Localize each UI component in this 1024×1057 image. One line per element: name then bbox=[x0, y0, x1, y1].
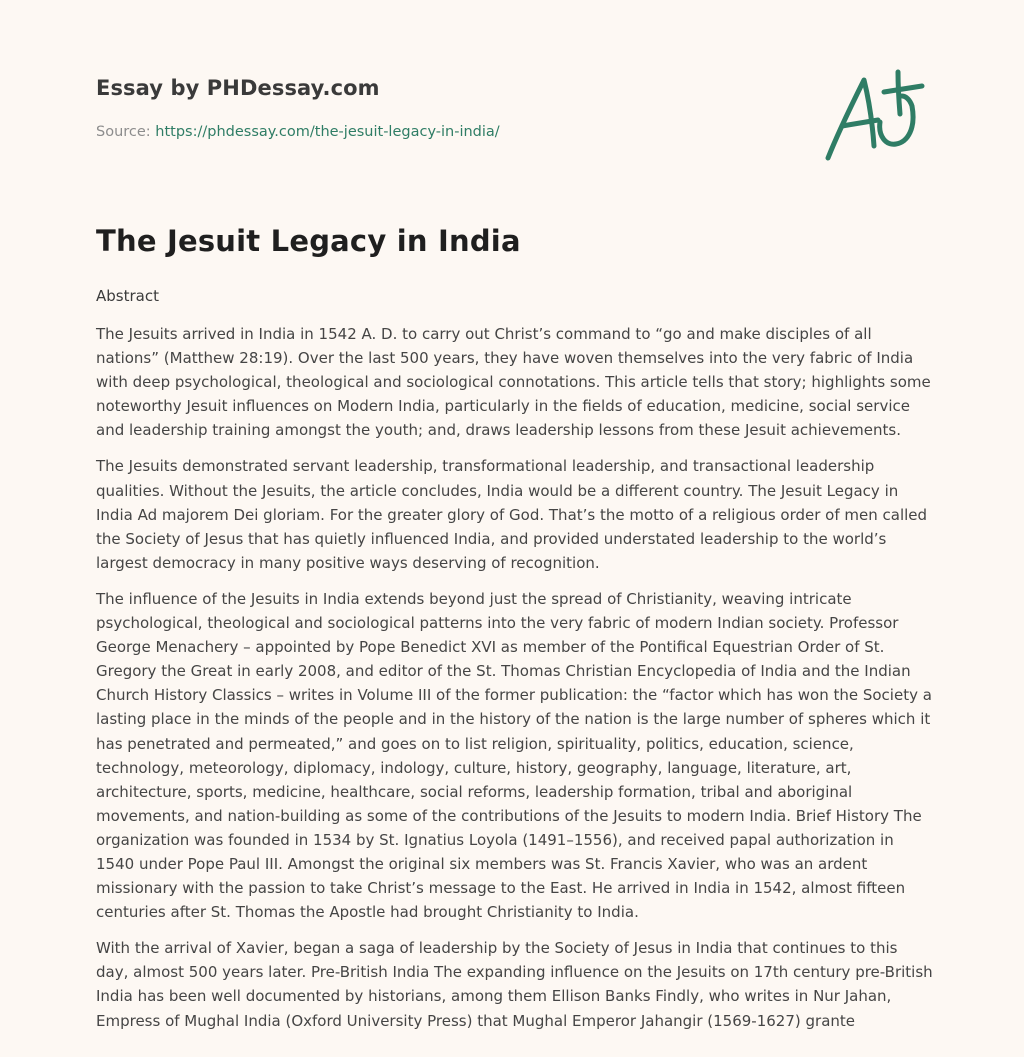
source-link[interactable]: https://phdessay.com/the-jesuit-legacy-in-india/ bbox=[155, 124, 500, 140]
essay-paragraph: The Jesuits arrived in India in 1542 A. D. to carry out Christ’s command to “go and make disciples of all nations” (Matthew 28:19). Over the last 500 years, they have woven themselves into the very fabric of India with deep psychological, theological and sociological connotations. This article tells that story; highlights some noteworthy Jesuit influences on Modern India, particularly in the fields of education, medicine, social service and leadership training amongst the youth; and, draws leadership lessons from these Jesuit achievements. bbox=[96, 325, 931, 440]
essay-paragraph: The influence of the Jesuits in India extends beyond just the spread of Christianity, weaving intricate psychological, theological and sociological patterns into the very fabric of modern Indian society. Professor George Menachery – appointed by Pope Benedict XVI as member of the Pontifical Equestrian Order of St. Gregory the Great in early 2008, and editor of the St. Thomas Christian Encyclopedia of India and the Indian Church History Classics – writes in Volume III of the former publication: the “factor which has won the Society a lasting place in the minds of the people and in the history of the nation is the large number of spheres which it has penetrated and permeated,” and goes on to list religion, spirituality, politics, education, science, technology, meteorology, diplomacy, indology, culture, history, geography, language, literature, art, architecture, sports, medicine, healthcare, social reforms, leadership formation, tribal and aboriginal movements, and nation-building as some of the contributions of the Jesuits to modern India. Brief History The organization was founded in 1534 by St. Ignatius Loyola (1491–1556), and received papal authorization in 1540 under Pope Paul III. Amongst the original six members was St. Francis Xavier, who was an ardent missionary with the passion to take Christ’s message to the East. He arrived in India in 1542, almost fifteen centuries after St. Thomas the Apostle had brought Christianity to India. bbox=[96, 589, 932, 922]
essay-title: The Jesuit Legacy in India bbox=[96, 224, 521, 258]
essay-paragraph: The Jesuits demonstrated servant leadership, transformational leadership, and transactional leadership qualities. Without the Jesuits, the article concludes, India would be a different country. The Jesuit Legacy in India Ad majorem Dei gloriam. For the greater glory of God. That’s the motto of a religious order of men called the Society of Jesus that has quietly influenced India, and provided understated leadership to the world’s largest democracy in many positive ways deserving of recognition. bbox=[96, 457, 928, 572]
essay-paragraph: With the arrival of Xavier, began a saga of leadership by the Society of Jesus in India that continues to this day, almost 500 years later. Pre-British India The expanding influence on the Jesuits on 17th century pre-British India has been well documented by historians, among them Ellison Banks Findly, who writes in Nur Jahan, Empress of Mughal India (Oxford University Press) that Mughal Emperor Jahangir (1569-1627) grante bbox=[96, 939, 933, 1030]
abstract-label: Abstract bbox=[96, 287, 159, 305]
source-label: Source: bbox=[96, 124, 156, 140]
a-plus-logo-icon bbox=[820, 66, 932, 166]
essay-body bbox=[96, 322, 934, 1045]
source-line bbox=[96, 124, 500, 140]
site-brand: Essay by PHDessay.com bbox=[96, 76, 380, 100]
